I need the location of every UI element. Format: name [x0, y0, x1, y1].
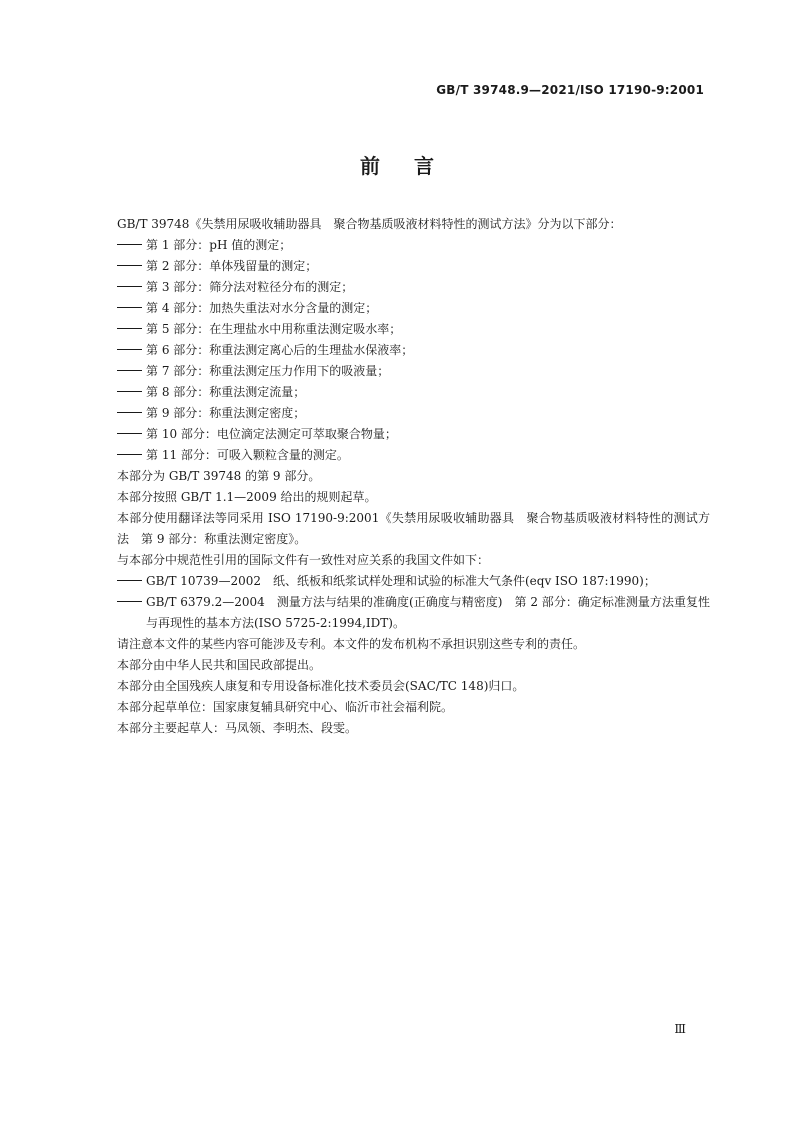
correspondence-intro: 与本部分中规范性引用的国际文件有一致性对应关系的我国文件如下：	[117, 553, 490, 567]
em-dash	[117, 424, 146, 445]
em-dash	[117, 571, 146, 592]
part-list-item: 第 11 部分：可吸入颗粒含量的测定。	[90, 445, 710, 466]
em-dash	[117, 235, 146, 256]
part-list-item: 第 4 部分：加热失重法对水分含量的测定；	[90, 298, 710, 319]
translation-statement: 本部分使用翻译法等同采用 ISO 17190-9:2001《失禁用尿吸收辅助器具 聚合物基质吸液材料特性的测试方法 第 9 部分：称重法测定密度》。	[117, 511, 710, 546]
part-list-item: 第 6 部分：称重法测定离心后的生理盐水保液率；	[90, 340, 710, 361]
patent-notice: 请注意本文件的某些内容可能涉及专利。本文件的发布机构不承担识别这些专利的责任。	[117, 637, 586, 651]
this-part-statement: 本部分为 GB/T 39748 的第 9 部分。	[117, 469, 321, 483]
part-list-item: 第 2 部分：单体残留量的测定；	[90, 256, 710, 277]
em-dash	[117, 277, 146, 298]
em-dash	[117, 445, 146, 466]
managed-by: 本部分由全国残疾人康复和专用设备标准化技术委员会(SAC/TC 148)归口。	[117, 679, 525, 693]
proposed-by: 本部分由中华人民共和国民政部提出。	[117, 658, 322, 672]
corresponding-doc-item: GB/T 10739—2002 纸、纸板和纸浆试样处理和试验的标准大气条件(eqv ISO 187:1990)；	[90, 571, 710, 592]
page-title	[0, 150, 794, 179]
title-char-1: 前	[360, 154, 380, 178]
em-dash	[117, 340, 146, 361]
foreword-body	[90, 214, 710, 739]
page-number: Ⅲ	[674, 1022, 686, 1036]
drafting-rules-statement: 本部分按照 GB/T 1.1—2009 给出的规则起草。	[117, 490, 377, 504]
part-list-item: 第 1 部分：pH 值的测定；	[90, 235, 710, 256]
part-list-item: 第 9 部分：称重法测定密度；	[90, 403, 710, 424]
intro-paragraph: GB/T 39748《失禁用尿吸收辅助器具 聚合物基质吸液材料特性的测试方法》分为以下部分：	[117, 217, 622, 231]
part-list-item: 第 7 部分：称重法测定压力作用下的吸液量；	[90, 361, 710, 382]
em-dash	[117, 382, 146, 403]
drafting-units: 本部分起草单位：国家康复辅具研究中心、临沂市社会福利院。	[117, 700, 454, 714]
part-list-item: 第 8 部分：称重法测定流量；	[90, 382, 710, 403]
em-dash	[117, 403, 146, 424]
part-list-item: 第 5 部分：在生理盐水中用称重法测定吸水率；	[90, 319, 710, 340]
em-dash	[117, 298, 146, 319]
em-dash	[117, 361, 146, 382]
title-char-2: 言	[414, 154, 434, 178]
em-dash	[117, 319, 146, 340]
corresponding-doc-item: GB/T 6379.2—2004 测量方法与结果的准确度(正确度与精密度) 第 2 部分：确定标准测量方法重复性与再现性的基本方法(ISO 5725-2:1994,IDT)。	[90, 592, 710, 634]
em-dash	[117, 256, 146, 277]
part-list-item: 第 10 部分：电位滴定法测定可萃取聚合物量；	[90, 424, 710, 445]
page-header-standard-code: GB/T 39748.9—2021/ISO 17190-9:2001	[436, 83, 704, 97]
em-dash	[117, 592, 146, 613]
part-list-item: 第 3 部分：筛分法对粒径分布的测定；	[90, 277, 710, 298]
drafters: 本部分主要起草人：马凤领、李明杰、段雯。	[117, 721, 358, 735]
